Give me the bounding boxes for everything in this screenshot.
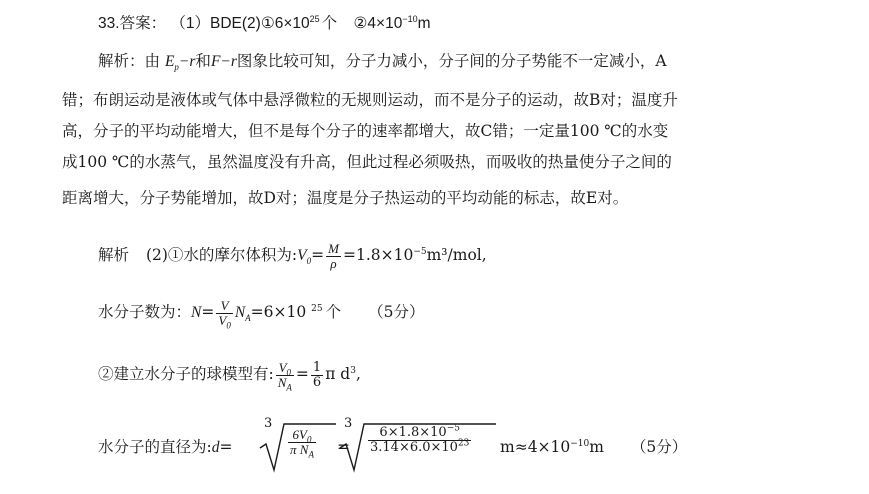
v0-over-na-fraction: $\frac{V_0}{N_A}$ [277, 359, 292, 393]
molar-volume-value: $1.8\times 10^{-5}m^3$/mol, [355, 246, 487, 264]
answer-value1: $6\times 10^{25}$ [274, 13, 320, 32]
analysis1-line1: 解析：由 $E_p-r$和F−r图象比较可知，分子力减小，分子间的分子势能不一定减小，A [98, 52, 667, 73]
pi-d: π d [325, 365, 351, 383]
analysis2-part: (2)①水的摩尔体积为: [145, 246, 298, 264]
analysis1-line2: 错；布朗运动是液体或气体中悬浮微粒的无规则运动，而不是分子的运动，故B对；温度升 [62, 91, 678, 109]
answer-part2-prefix: (2)① [241, 15, 275, 32]
root-index-2: 3 [344, 416, 353, 431]
answer-value2: $4\times 10^{-10}$ [367, 13, 418, 32]
points-label-2: （5分） [630, 438, 688, 456]
answer-value1-unit: 个 [321, 15, 338, 32]
diameter-label: 水分子的直径为:d= [98, 438, 233, 456]
radical1-fraction: $\frac{6V_0}{\pi N_A}$ [290, 427, 314, 460]
answer-value2-prefix: ② [353, 15, 368, 32]
answer-label: 答案： [119, 15, 167, 32]
answer-line [98, 14, 431, 34]
analysis2-lead: 解析 [98, 246, 130, 264]
m-over-rho-fraction: $\frac{M}{\rho}$ [328, 240, 339, 271]
cube-root-1 [258, 412, 338, 476]
answer-part1: （1）BDE [170, 15, 242, 32]
analysis1-line3: 高，分子的平均动能增大，但不是每个分子的速率都增大，故C错；一定量100 ℃的水变 [62, 122, 669, 140]
molecule-count-line: 水分子数为：N= $\frac{V}{V_0}$ $N_A=6\times 10$ $^{25}$ 个 （5分） [98, 297, 425, 331]
sphere-model-line: ②建立水分子的球模型有: $\frac{V_0}{N_A}$ = $\frac{1}{6}$ π $d^3$, [98, 359, 361, 393]
ep-symbol: $E_p$ [164, 53, 179, 73]
question-number: 33. [98, 15, 120, 32]
approx-value: $\approx 4\times 10^{-10}$ [514, 438, 590, 456]
molar-volume-line: 解析 (2)①水的摩尔体积为$:V_0=$ $\frac{M}{\rho}$ $=1.8\times 10^{-5}m^3$/mol, [98, 240, 487, 271]
one-sixth-fraction: $\frac{1}{6}$ [312, 359, 322, 390]
analysis1-line4: 成100 ℃的水蒸气，虽然温度没有升高，但此过程必须吸热，而吸收的热量使分子之间的 [62, 153, 672, 171]
analysis1-line5: 距离增大，分子势能增加，故D对；温度是分子热运动的平均动能的标志，故E对。 [62, 189, 629, 207]
answer-value2-unit: m [417, 15, 431, 32]
cube-root-2 [338, 412, 498, 476]
points-label-1: （5分） [368, 303, 425, 321]
f-symbol: F [210, 53, 221, 70]
sphere-label: ②建立水分子的球模型有: [98, 365, 274, 383]
equals-between-roots: = [337, 438, 350, 456]
radical2-fraction: $\frac{6\times 1.8\times 10^{-5}}{3.14\times 6.0\times 10^{23}}$ [370, 423, 470, 455]
v-over-v0-fraction: $\frac{V}{V_0}$ [218, 297, 231, 331]
root-index-1: 3 [264, 416, 273, 431]
count-label: 水分子数为： [98, 303, 192, 321]
count-value: 6×10 $^{25}$ [263, 303, 323, 321]
diameter-result: $m\approx 4\times 10^{-10}m$ （5分） [500, 438, 688, 456]
